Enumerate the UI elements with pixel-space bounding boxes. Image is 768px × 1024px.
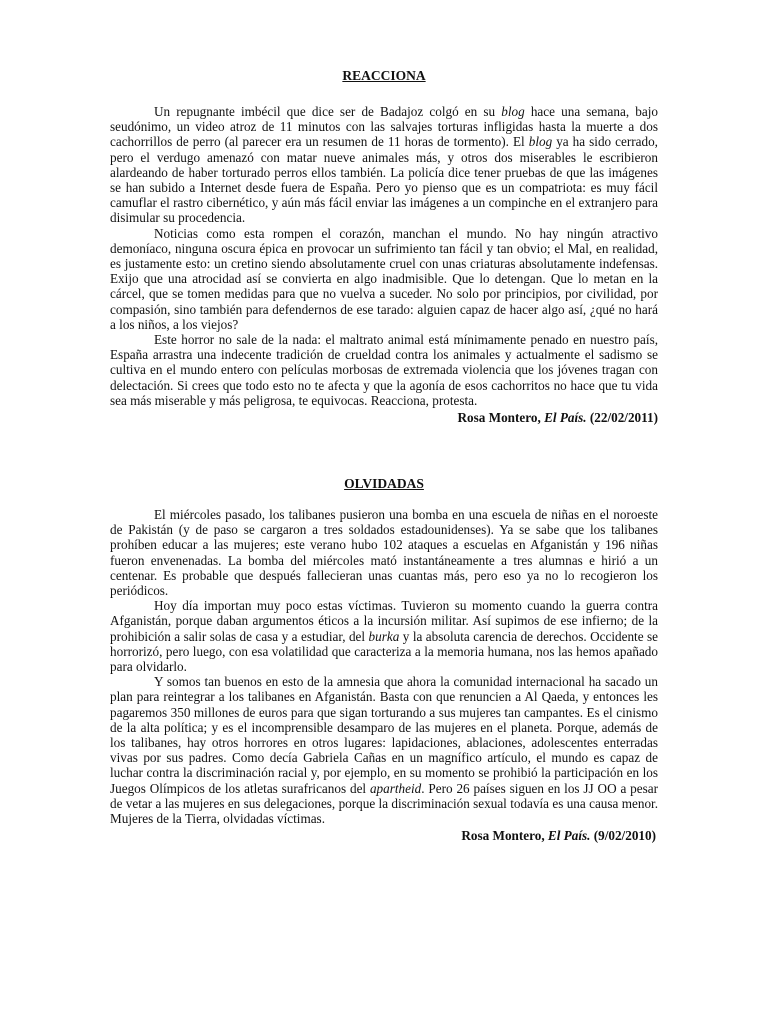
article-body bbox=[110, 507, 658, 826]
byline-date: (9/02/2010) bbox=[593, 828, 656, 844]
paragraph: Este horror no sale de la nada: el maltrato animal está mínimamente penado en nuestro país, España arrastra una indecente tradición de crueldad contra los animales y actualmente el sadismo se cultiva en el mundo entero con películas morbosas de extremada violencia que los jóvenes tragan con delectación. Si crees que todo esto no te afecta y que la agonía de esos cachorritos no hace que tu vida sea más miserable y más peligrosa, te equivocas. Reacciona, protesta. bbox=[110, 332, 658, 408]
italic-term: blog bbox=[501, 104, 525, 119]
byline-newspaper: El País. bbox=[544, 410, 587, 426]
paragraph: Hoy día importan muy poco estas víctimas. Tuvieron su momento cuando la guerra contra Afganistán, porque daban argumentos éticos a la incursión militar. Así supimos de ese infierno; de la prohibición a salir solas de casa y a estudiar, del burka y la absoluta carencia de derechos. Occidente se horrorizó, pero luego, con esa volatilidad que caracteriza a la memoria humana, nos las hemos apañado para olvidarlo. bbox=[110, 598, 658, 675]
byline-author: Rosa Montero, bbox=[461, 828, 545, 844]
byline-date: (22/02/2011) bbox=[589, 410, 658, 426]
article-byline bbox=[110, 828, 656, 844]
paragraph: Y somos tan buenos en esto de la amnesia que ahora la comunidad internacional ha sacado un plan para reintegrar a los talibanes en Afganistán. Basta con que renuncien a Al Qaeda, y entonces les pagaremos 350 millones de euros para que sigan torturando a sus mujeres tan campantes. Es el cinismo de la alta política; y es el incomprensible desamparo de las mujeres en el planeta. Porque, además de los talibanes, hay otros horrores en otros lugares: lapidaciones, ablaciones, adolescentes enterradas vivas por sus padres. Como decía Gabriela Cañas en un magnífico artículo, el mundo es capaz de luchar contra la discriminación racial y, por ejemplo, en su momento se prohibió la participación en los Juegos Olímpicos de los atletas surafricanos del apartheid. Pero 26 países siguen en los JJ OO a pesar de vetar a las mujeres en sus delegaciones, porque la discriminación sexual todavía es una causa menor. Mujeres de la Tierra, olvidadas víctimas. bbox=[110, 674, 658, 827]
italic-term: blog bbox=[528, 134, 553, 150]
italic-term: apartheid bbox=[369, 780, 422, 796]
article-title: OLVIDADAS bbox=[344, 476, 424, 491]
article-byline bbox=[110, 410, 658, 426]
byline-newspaper: El País. bbox=[547, 828, 591, 844]
paragraph: Noticias como esta rompen el corazón, manchan el mundo. No hay ningún atractivo demoníaco, ninguna oscura épica en provocar un sufrimiento tan fácil y tan obvio; el Mal, en realidad, es justamente esto: un cretino siendo absolutamente cruel con unas criaturas absolutamente indefensas. Exijo que una atrocidad así se convierta en algo inadmisible. Que lo detengan. Que lo metan en la cárcel, que se tomen medidas para que no vuelva a suceder. No solo por principios, por civilidad, por compasión, sino también para defendernos de ese tarado: alguien capaz de hacer algo así, ¿qué no hará a los niños, a los viejos? bbox=[110, 225, 658, 332]
article-reacciona bbox=[110, 68, 658, 426]
byline-author: Rosa Montero, bbox=[457, 410, 541, 426]
article-olvidadas bbox=[110, 476, 658, 844]
italic-term: burka bbox=[368, 628, 400, 644]
paragraph: El miércoles pasado, los talibanes pusieron una bomba en una escuela de niñas en el noroeste de Pakistán (y de paso se cargaron a tres soldados estadounidenses). Ya se sabe que los talibanes prohíben educar a las mujeres; este verano hubo 102 ataques a escuelas en Afganistán y 196 niñas fueron envenenadas. La bomba del miércoles mató instantáneamente a tres alumnas e hirió a un centenar. Es probable que después fallecieran unas cuantas más, pero eso ya no lo recogieron los periódicos. bbox=[110, 507, 658, 599]
article-title: REACCIONA bbox=[342, 68, 426, 83]
article-body bbox=[110, 104, 658, 408]
paragraph: Un repugnante imbécil que dice ser de Badajoz colgó en su blog hace una semana, bajo seudónimo, un video atroz de 11 minutos con las salvajes torturas infligidas hasta la muerte a dos cachorrillos de perro (al parecer era un resumen de 11 horas de tormento). El blog ya ha sido cerrado, pero el verdugo amenazó con matar nueve animales más, y otros dos miserables le escribieron alardeando de haber torturado perros ellos también. La policía dice tener pruebas de que las imágenes se han subido a Internet desde fuera de España. Pero yo pienso que es un compatriota: es muy fácil camuflar el rastro cibernético, y aún más fácil enviar las imágenes a un compinche en el extranjero para disimular su procedencia. bbox=[110, 104, 658, 226]
